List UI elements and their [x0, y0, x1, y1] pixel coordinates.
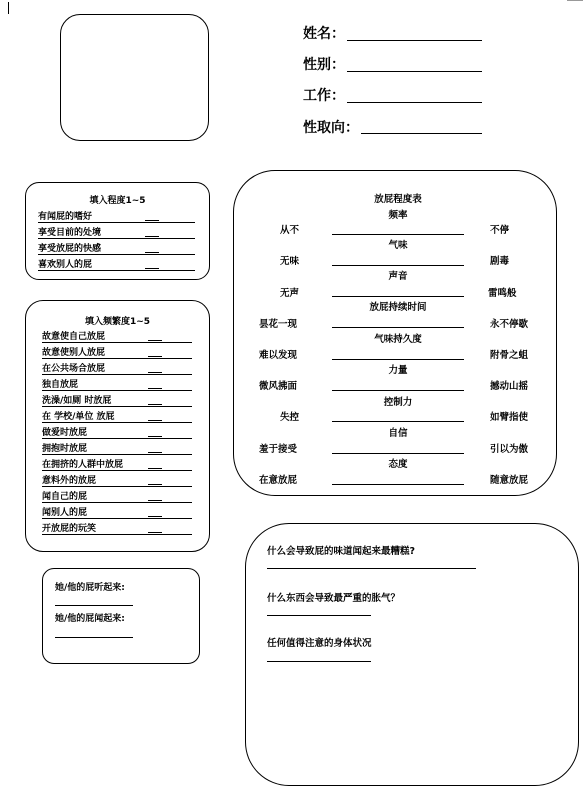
question-bloating: 什么东西会导致最严重的胀气？	[267, 593, 401, 604]
row-divider	[42, 342, 192, 343]
row-divider	[42, 486, 192, 487]
degree-item: 喜欢别人的屁	[38, 260, 93, 270]
frequency-blank[interactable]	[148, 420, 162, 421]
scale-left-label: 在意放屁	[259, 475, 298, 486]
scale-line[interactable]	[332, 296, 464, 297]
partner-smell-field[interactable]	[55, 637, 133, 638]
row-divider	[42, 518, 192, 519]
scale-right-label: 附骨之蛆	[490, 350, 529, 361]
scale-line[interactable]	[332, 327, 464, 328]
scale-left-label: 无声	[280, 288, 300, 299]
scale-right-label: 不停	[490, 225, 510, 236]
frequency-item: 独自放屁	[42, 380, 79, 390]
row-divider	[42, 470, 192, 471]
question-worst-smell: 什么会导致屁的味道闻起来最糟糕?	[267, 546, 416, 557]
frequency-item: 在公共场合放屁	[42, 364, 106, 374]
row-divider	[38, 254, 195, 255]
frequency-blank[interactable]	[148, 436, 162, 437]
scale-line[interactable]	[332, 234, 464, 235]
row-divider	[42, 534, 192, 535]
partner-sound-field[interactable]	[55, 605, 133, 606]
scale-left-label: 从不	[280, 225, 300, 236]
degree-box-title: 填入程度1~5	[89, 196, 146, 206]
row-divider	[38, 270, 195, 271]
answer-health[interactable]	[267, 661, 371, 662]
row-divider	[42, 454, 192, 455]
row-divider	[38, 222, 195, 223]
frequency-blank[interactable]	[148, 484, 162, 485]
frequency-blank[interactable]	[148, 388, 162, 389]
frequency-blank[interactable]	[148, 516, 162, 517]
frequency-blank[interactable]	[148, 500, 162, 501]
scale-left-label: 失控	[280, 412, 300, 423]
orientation-field[interactable]	[361, 133, 482, 134]
frequency-box-title: 填入频繁度1~5	[84, 317, 151, 327]
row-divider	[42, 374, 192, 375]
frequency-item: 开放屁的玩笑	[42, 524, 97, 534]
row-divider	[42, 502, 192, 503]
scale-line[interactable]	[332, 453, 464, 454]
scale-line[interactable]	[332, 390, 464, 391]
frequency-blank[interactable]	[148, 468, 162, 469]
frequency-item: 闻自己的屁	[42, 492, 88, 502]
frequency-item: 故意使别人放屁	[42, 348, 106, 358]
degree-blank[interactable]	[145, 236, 159, 237]
scale-line[interactable]	[332, 484, 464, 485]
partner-sound-label: 她/他的屁听起来:	[55, 583, 125, 593]
gender-field[interactable]	[347, 71, 482, 72]
scale-row-label: 态度	[388, 459, 408, 470]
degree-item: 享受放屁的快感	[38, 244, 102, 254]
degree-item: 有闻屁的嗜好	[38, 212, 93, 222]
corner-mark	[567, 0, 583, 1]
scale-row-label: 自信	[388, 428, 408, 439]
scale-line[interactable]	[332, 421, 464, 422]
frequency-item: 洗澡/如厕 时放屁	[42, 396, 112, 406]
answer-worst-smell[interactable]	[267, 568, 476, 569]
scale-row-label: 气味持久度	[374, 334, 422, 345]
scale-left-label: 微风拂面	[259, 381, 298, 392]
question-health: 任何值得注意的身体状况	[267, 638, 372, 649]
scale-right-label: 撼动山摇	[490, 381, 529, 392]
frequency-blank[interactable]	[148, 532, 162, 533]
scale-right-label: 永不停歇	[490, 319, 529, 330]
row-divider	[42, 406, 192, 407]
frequency-item: 故意使自己放屁	[42, 332, 106, 342]
gender-label: 性别：	[303, 57, 345, 73]
frequency-blank[interactable]	[148, 356, 162, 357]
frequency-item: 意料外的放屁	[42, 476, 97, 486]
orientation-label: 性取向：	[303, 120, 359, 136]
frequency-item: 在 学校/单位 放屁	[42, 412, 115, 422]
frequency-blank[interactable]	[148, 372, 162, 373]
frequency-item: 在拥挤的人群中放屁	[42, 460, 124, 470]
scale-row-label: 力量	[388, 365, 408, 376]
scale-row-label: 声音	[388, 271, 408, 282]
row-divider	[42, 358, 192, 359]
frequency-blank[interactable]	[148, 340, 162, 341]
scale-line[interactable]	[332, 359, 464, 360]
degree-blank[interactable]	[145, 220, 159, 221]
row-divider	[42, 438, 192, 439]
scale-left-label: 无味	[280, 256, 300, 267]
frequency-item: 闻别人的屁	[42, 508, 88, 518]
frequency-item: 做爱时放屁	[42, 428, 88, 438]
name-field[interactable]	[347, 40, 482, 41]
degree-blank[interactable]	[145, 268, 159, 269]
row-divider	[38, 238, 195, 239]
job-label: 工作：	[303, 88, 345, 104]
scale-left-label: 羞于接受	[259, 444, 298, 455]
frequency-blank[interactable]	[148, 452, 162, 453]
scale-left-label: 难以发现	[259, 350, 298, 361]
row-divider	[42, 422, 192, 423]
scale-right-label: 剧毒	[490, 256, 510, 267]
scale-row-label: 放屁持续时间	[369, 302, 427, 313]
job-field[interactable]	[347, 102, 482, 103]
degree-blank[interactable]	[145, 252, 159, 253]
scale-left-label: 昙花一现	[259, 319, 298, 330]
scale-row-label: 频率	[388, 210, 408, 221]
frequency-blank[interactable]	[148, 404, 162, 405]
scale-right-label: 引以为傲	[490, 444, 529, 455]
text-cursor-mark	[8, 2, 9, 14]
frequency-item: 拥抱时放屁	[42, 444, 88, 454]
scale-right-label: 随意放屁	[490, 475, 529, 486]
degree-item: 享受目前的处境	[38, 228, 102, 238]
questions-box	[245, 523, 579, 786]
row-divider	[42, 390, 192, 391]
scale-title: 放屁程度表	[374, 194, 422, 205]
scale-right-label: 雷鸣般	[488, 288, 517, 299]
partner-smell-label: 她/他的屁闻起来:	[55, 614, 125, 624]
scale-row-label: 控制力	[383, 397, 413, 408]
photo-box[interactable]	[60, 14, 209, 141]
scale-line[interactable]	[332, 265, 464, 266]
scale-right-label: 如臂指使	[490, 412, 529, 423]
scale-row-label: 气味	[388, 240, 408, 251]
name-label: 姓名：	[303, 26, 345, 42]
answer-bloating[interactable]	[267, 615, 371, 616]
